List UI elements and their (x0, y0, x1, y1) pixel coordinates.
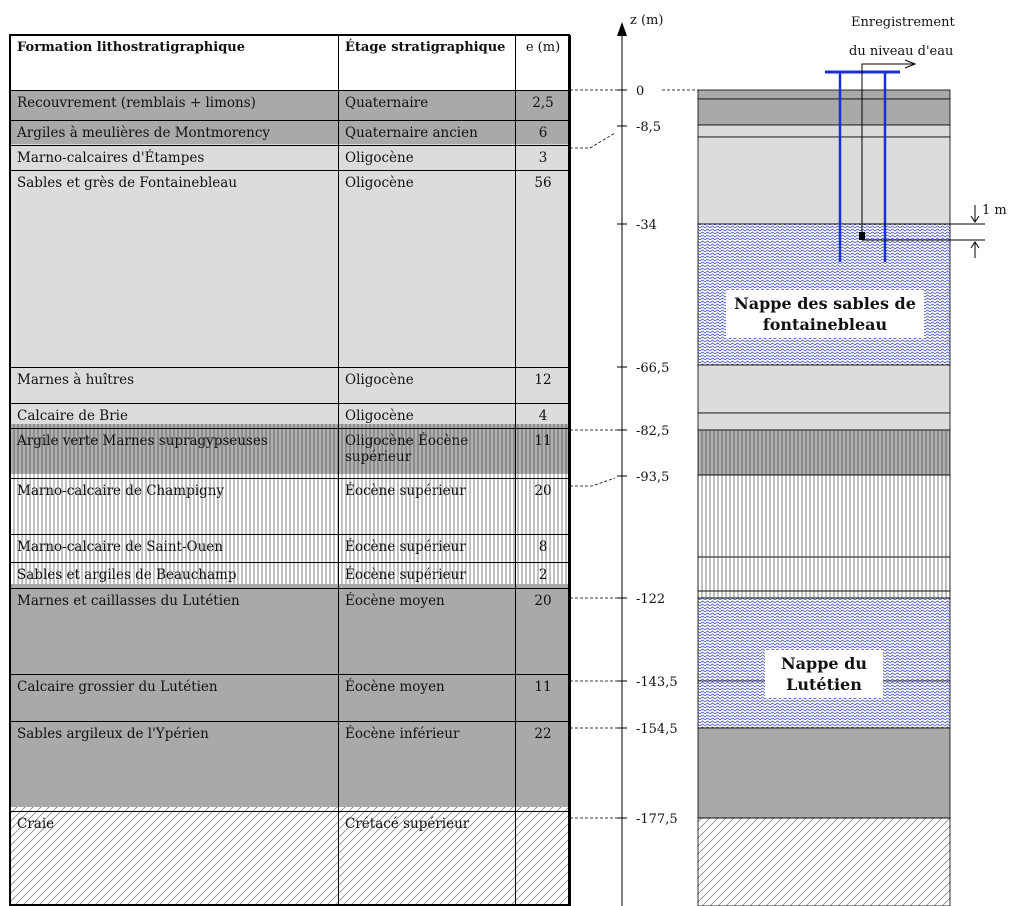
table-row (11, 404, 571, 429)
table-row (11, 722, 571, 812)
z-axis-tick-label: -66,5 (636, 361, 670, 376)
etage-cell: Éocène inférieur (339, 722, 516, 812)
one-meter-label: 1 m (982, 203, 1007, 218)
formation-cell: Recouvrement (remblais + limons) (11, 91, 339, 121)
etage-cell: Éocène moyen (339, 675, 516, 722)
z-axis-tick-label: -122 (636, 592, 666, 607)
etage-cell: Oligocène (339, 146, 516, 171)
z-axis-tick-label: 0 (636, 84, 645, 99)
z-axis-tick-label: -8,5 (636, 120, 662, 135)
formation-cell: Marnes à huîtres (11, 368, 339, 404)
formation-cell: Calcaire de Brie (11, 404, 339, 429)
formation-cell: Craie (11, 812, 339, 906)
etage-cell: Oligocène (339, 171, 516, 368)
column-layer (698, 90, 950, 99)
etage-cell: Éocène supérieur (339, 563, 516, 589)
thickness-cell: 11 (516, 675, 571, 722)
z-axis-arrow-icon (617, 22, 627, 36)
formation-cell: Marno-calcaire de Champigny (11, 479, 339, 535)
column-layer (698, 125, 950, 137)
table-row (11, 535, 571, 563)
z-axis-tick-label: -93,5 (636, 470, 670, 485)
table-row (11, 368, 571, 404)
thickness-cell (516, 812, 571, 906)
thickness-cell: 8 (516, 535, 571, 563)
table-row (11, 429, 571, 479)
etage-cell: Quaternaire (339, 91, 516, 121)
thickness-cell: 20 (516, 589, 571, 675)
table-row (11, 589, 571, 675)
formation-cell: Argiles à meulières de Montmorency (11, 121, 339, 146)
etage-cell: Éocène supérieur (339, 479, 516, 535)
header-thickness: e (m) (516, 36, 571, 91)
z-axis-tick-label: -82,5 (636, 424, 670, 439)
z-axis-tick-label: -154,5 (636, 722, 678, 737)
thickness-cell: 22 (516, 722, 571, 812)
nappe-fontainebleau-label: Nappe des sables de fontainebleau (726, 290, 924, 338)
header-etage: Étage stratigraphique (339, 36, 516, 91)
column-layer (698, 591, 950, 598)
z-axis-tick-label: -177,5 (636, 812, 678, 827)
column-layer (698, 475, 950, 557)
formation-cell: Marno-calcaire de Saint-Ouen (11, 535, 339, 563)
table-row (11, 91, 571, 121)
column-layer (698, 365, 950, 413)
enregistrement-label-2: du niveau d'eau (849, 44, 954, 59)
one-meter-arrow-up-icon (971, 242, 979, 258)
column-layer (698, 137, 950, 224)
enregistrement-label-1: Enregistrement (851, 15, 955, 30)
etage-cell: Éocène supérieur (339, 535, 516, 563)
table-row (11, 121, 571, 146)
table-row (11, 479, 571, 535)
column-layer (698, 99, 950, 125)
table-row (11, 563, 571, 589)
etage-cell: Oligocène (339, 368, 516, 404)
nappe-lutetien-label: Nappe du Lutétien (765, 650, 883, 698)
column-layer (698, 430, 950, 475)
thickness-cell: 2 (516, 563, 571, 589)
formation-cell: Sables et argiles de Beauchamp (11, 563, 339, 589)
header-formation: Formation lithostratigraphique (11, 36, 339, 91)
formation-cell: Calcaire grossier du Lutétien (11, 675, 339, 722)
table-row (11, 171, 571, 368)
stratigraphy-table (10, 35, 571, 906)
thickness-cell: 2,5 (516, 91, 571, 121)
etage-cell: Oligocène (339, 404, 516, 429)
thickness-cell: 4 (516, 404, 571, 429)
table-row (11, 675, 571, 722)
thickness-cell: 20 (516, 479, 571, 535)
formation-cell: Argile verte Marnes supragypseuses (11, 429, 339, 479)
table-row (11, 812, 571, 906)
formation-cell: Marnes et caillasses du Lutétien (11, 589, 339, 675)
thickness-cell: 12 (516, 368, 571, 404)
etage-cell: Quaternaire ancien (339, 121, 516, 146)
dashed-connector (570, 133, 615, 148)
thickness-cell: 3 (516, 146, 571, 171)
formation-cell: Marno-calcaires d'Étampes (11, 146, 339, 171)
table-header-row (11, 36, 571, 91)
z-axis-tick-label: -143,5 (636, 675, 678, 690)
formation-cell: Sables argileux de l'Ypérien (11, 722, 339, 812)
z-axis-tick-label: -34 (636, 218, 657, 233)
water-probe (859, 232, 865, 240)
etage-cell: Oligocène Éocène supérieur (339, 429, 516, 479)
one-meter-arrow-down-icon (971, 205, 979, 222)
formation-cell: Sables et grès de Fontainebleau (11, 171, 339, 368)
column-layer (698, 728, 950, 818)
thickness-cell: 6 (516, 121, 571, 146)
thickness-cell: 56 (516, 171, 571, 368)
thickness-cell: 11 (516, 429, 571, 479)
column-layer (698, 413, 950, 430)
z-axis-label: z (m) (630, 13, 664, 28)
column-layer (698, 818, 950, 906)
etage-cell: Crétacé supérieur (339, 812, 516, 906)
table-row (11, 146, 571, 171)
dashed-connector (570, 478, 615, 486)
column-layer (698, 557, 950, 591)
etage-cell: Éocène moyen (339, 589, 516, 675)
